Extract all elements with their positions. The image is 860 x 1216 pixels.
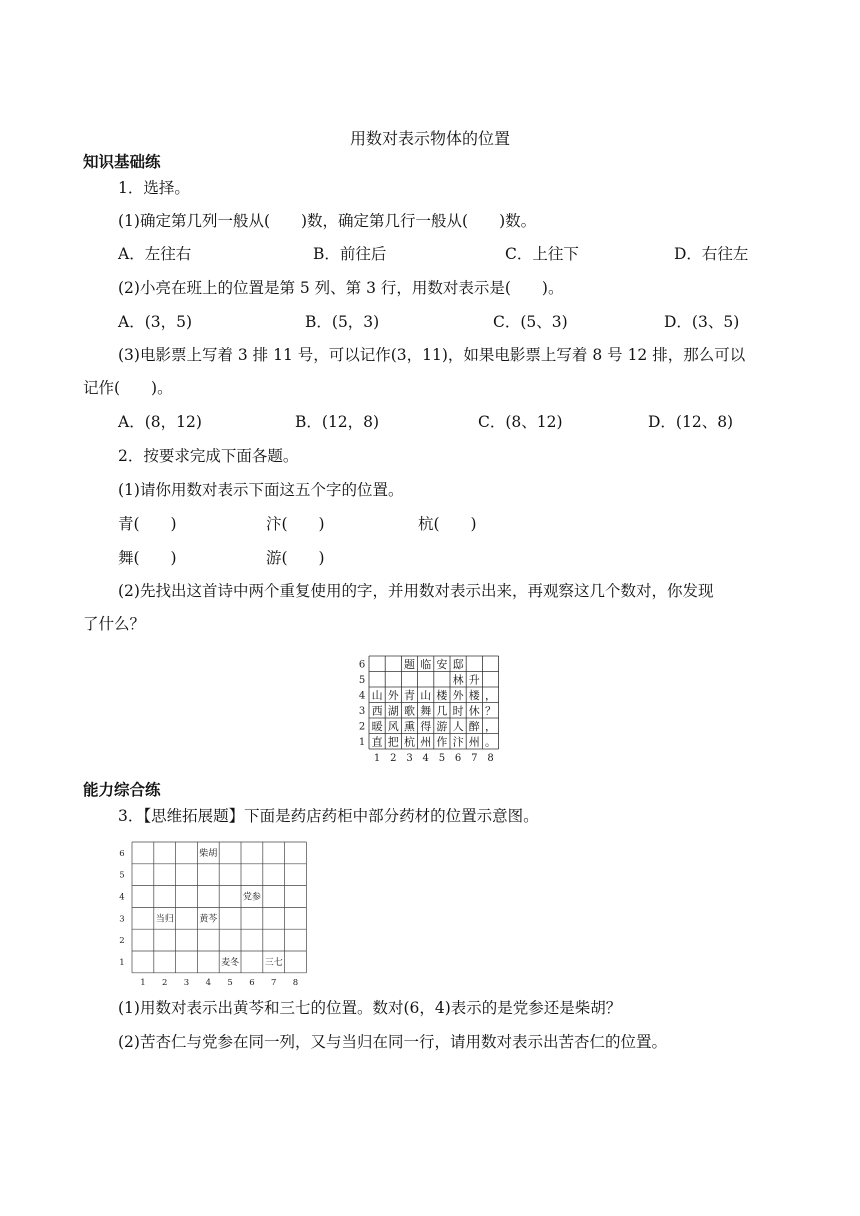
herb-label: 黄芩	[199, 914, 218, 925]
poem-col-label: 3	[406, 753, 413, 764]
q2-blank-you: 游( )	[266, 549, 325, 567]
poem-grid-character: ，	[485, 720, 496, 733]
herb-cabinet-grid-figure	[112, 834, 312, 990]
q1-part3-line2: 记作( )。	[83, 379, 173, 397]
poem-grid-character: 州	[468, 735, 480, 749]
poem-grid-character: 作	[436, 735, 448, 749]
poem-col-label: 8	[487, 753, 494, 764]
herb-col-label: 7	[270, 977, 277, 988]
q1-stem: 1．选择。	[118, 179, 190, 197]
q1-part3-option-b: B．(12，8)	[295, 413, 380, 431]
poem-grid-character: 林	[452, 673, 464, 687]
poem-grid-character: 楼	[468, 689, 480, 702]
poem-col-label: 1	[373, 753, 381, 764]
q2-blank-qing: 青( )	[118, 515, 177, 533]
herb-label: 党参	[242, 892, 261, 903]
poem-grid-character: 直	[371, 735, 383, 749]
poem-grid-character: 升	[468, 673, 480, 687]
poem-grid-character: 得	[420, 720, 432, 733]
q2-blank-bian: 汴( )	[266, 515, 325, 533]
q2-blank-hang: 杭( )	[418, 515, 477, 533]
q1-part3-line1: (3)电影票上写着 3 排 11 号，可以记作(3，11)，如果电影票上写着 8 号 12 排，那么可以	[118, 346, 746, 364]
herb-label: 柴胡	[199, 848, 218, 859]
page-title: 用数对表示物体的位置	[349, 129, 510, 148]
q2-part2-line2: 了什么？	[83, 615, 146, 633]
poem-grid-character: 舞	[420, 704, 432, 718]
poem-grid-character: 风	[387, 720, 399, 733]
q1-part3-option-c: C．(8、12)	[478, 413, 563, 431]
herb-label: 三七	[264, 957, 283, 968]
poem-grid-character: 安	[436, 658, 448, 671]
q1-part2-option-d: D．(3、5)	[664, 313, 740, 331]
poem-col-label: 2	[390, 753, 397, 764]
q1-part2-option-b: B．(5，3)	[305, 313, 380, 331]
q2-stem: 2．按要求完成下面各题。	[118, 447, 299, 465]
poem-row-label: 4	[358, 690, 366, 702]
poem-row-label: 2	[358, 721, 366, 733]
q1-part1-option-d: D．右往左	[674, 245, 749, 263]
poem-row-label: 5	[358, 675, 366, 686]
poem-grid-character: 休	[468, 704, 480, 718]
poem-grid-character: 暖	[371, 720, 383, 733]
poem-row-label: 1	[358, 737, 366, 748]
poem-grid-character: 几	[436, 704, 448, 718]
poem-grid-character: 山	[371, 689, 383, 702]
poem-grid-character: 湖	[387, 704, 399, 718]
poem-grid-character: 时	[452, 704, 464, 718]
q3-part1: (1)用数对表示出黄芩和三七的位置。数对(6，4)表示的是党参还是柴胡？	[118, 999, 622, 1017]
poem-row-label: 3	[358, 706, 366, 717]
poem-grid-character: 。	[485, 735, 496, 749]
herb-row-label: 2	[119, 936, 125, 947]
herb-col-label: 6	[249, 977, 255, 988]
herb-row-label: 4	[119, 892, 125, 903]
q3-part2: (2)苦杏仁与党参在同一列，又与当归在同一行，请用数对表示出苦杏仁的位置。	[118, 1033, 667, 1051]
herb-label: 麦冬	[221, 957, 240, 968]
poem-col-label: 4	[422, 753, 429, 764]
herb-row-label: 6	[119, 848, 125, 859]
poem-grid-character: 青	[404, 689, 415, 702]
herb-col-label: 4	[205, 977, 212, 988]
q1-part1-option-b: B．前往后	[313, 245, 387, 263]
poem-grid-character: 游	[436, 720, 448, 733]
q1-part3-option-d: D．(12、8)	[648, 413, 734, 431]
poem-grid-character: 楼	[436, 689, 448, 702]
herb-col-label: 3	[183, 977, 190, 988]
herb-col-label: 1	[140, 977, 146, 988]
poem-col-label: 7	[471, 753, 478, 764]
poem-grid-character: 醉	[468, 720, 480, 733]
q1-part1-option-c: C．上往下	[505, 245, 579, 263]
poem-grid-character: 外	[387, 689, 399, 702]
poem-grid-character: 熏	[404, 720, 415, 733]
poem-grid-character: 歌	[404, 704, 415, 718]
poem-grid-character: 临	[420, 658, 432, 671]
section-heading-ability: 能力综合练	[83, 781, 161, 799]
herb-row-label: 5	[119, 870, 125, 881]
poem-grid-character: ？	[485, 704, 496, 718]
poem-col-label: 6	[454, 753, 462, 764]
q2-blank-wu: 舞( )	[118, 549, 177, 567]
q2-part2-line1: (2)先找出这首诗中两个重复使用的字，并用数对表示出来，再观察这几个数对，你发现	[118, 582, 714, 600]
herb-col-label: 2	[161, 977, 168, 988]
q2-part1: (1)请你用数对表示下面这五个字的位置。	[118, 481, 404, 499]
poem-grid-character: 题	[404, 658, 415, 671]
section-heading-basic: 知识基础练	[83, 153, 161, 171]
poem-grid-character: 外	[452, 689, 464, 702]
poem-grid-character: ，	[485, 689, 496, 702]
herb-col-label: 5	[227, 977, 233, 988]
poem-grid-character: 山	[420, 689, 432, 702]
herb-row-label: 3	[119, 914, 125, 925]
herb-row-label: 1	[119, 957, 125, 968]
poem-row-label: 6	[358, 659, 366, 671]
poem-grid-character: 邸	[452, 658, 464, 671]
q1-part2: (2)小亮在班上的位置是第 5 列、第 3 行，用数对表示是( )。	[118, 279, 564, 297]
poem-grid-character: 汴	[452, 735, 464, 749]
herb-col-label: 8	[292, 977, 299, 988]
q1-part3-option-a: A．(8，12)	[118, 413, 202, 431]
q1-part1: (1)确定第几列一般从( )数，确定第几行一般从( )数。	[118, 212, 537, 230]
q3-stem: 3．【思维拓展题】下面是药店药柜中部分药材的位置示意图。	[118, 807, 539, 825]
q1-part2-option-a: A．(3，5)	[118, 313, 193, 331]
poem-grid-figure	[355, 650, 515, 768]
q1-part1-option-a: A．左往右	[118, 245, 192, 263]
poem-grid-character: 人	[452, 720, 464, 733]
poem-col-label: 5	[438, 753, 446, 764]
poem-grid-character: 州	[420, 735, 432, 749]
herb-label: 当归	[155, 914, 174, 925]
q1-part2-option-c: C．(5、3)	[493, 313, 568, 331]
poem-grid-character: 把	[387, 735, 399, 749]
poem-grid-character: 西	[371, 704, 383, 718]
poem-grid-character: 杭	[404, 735, 415, 749]
